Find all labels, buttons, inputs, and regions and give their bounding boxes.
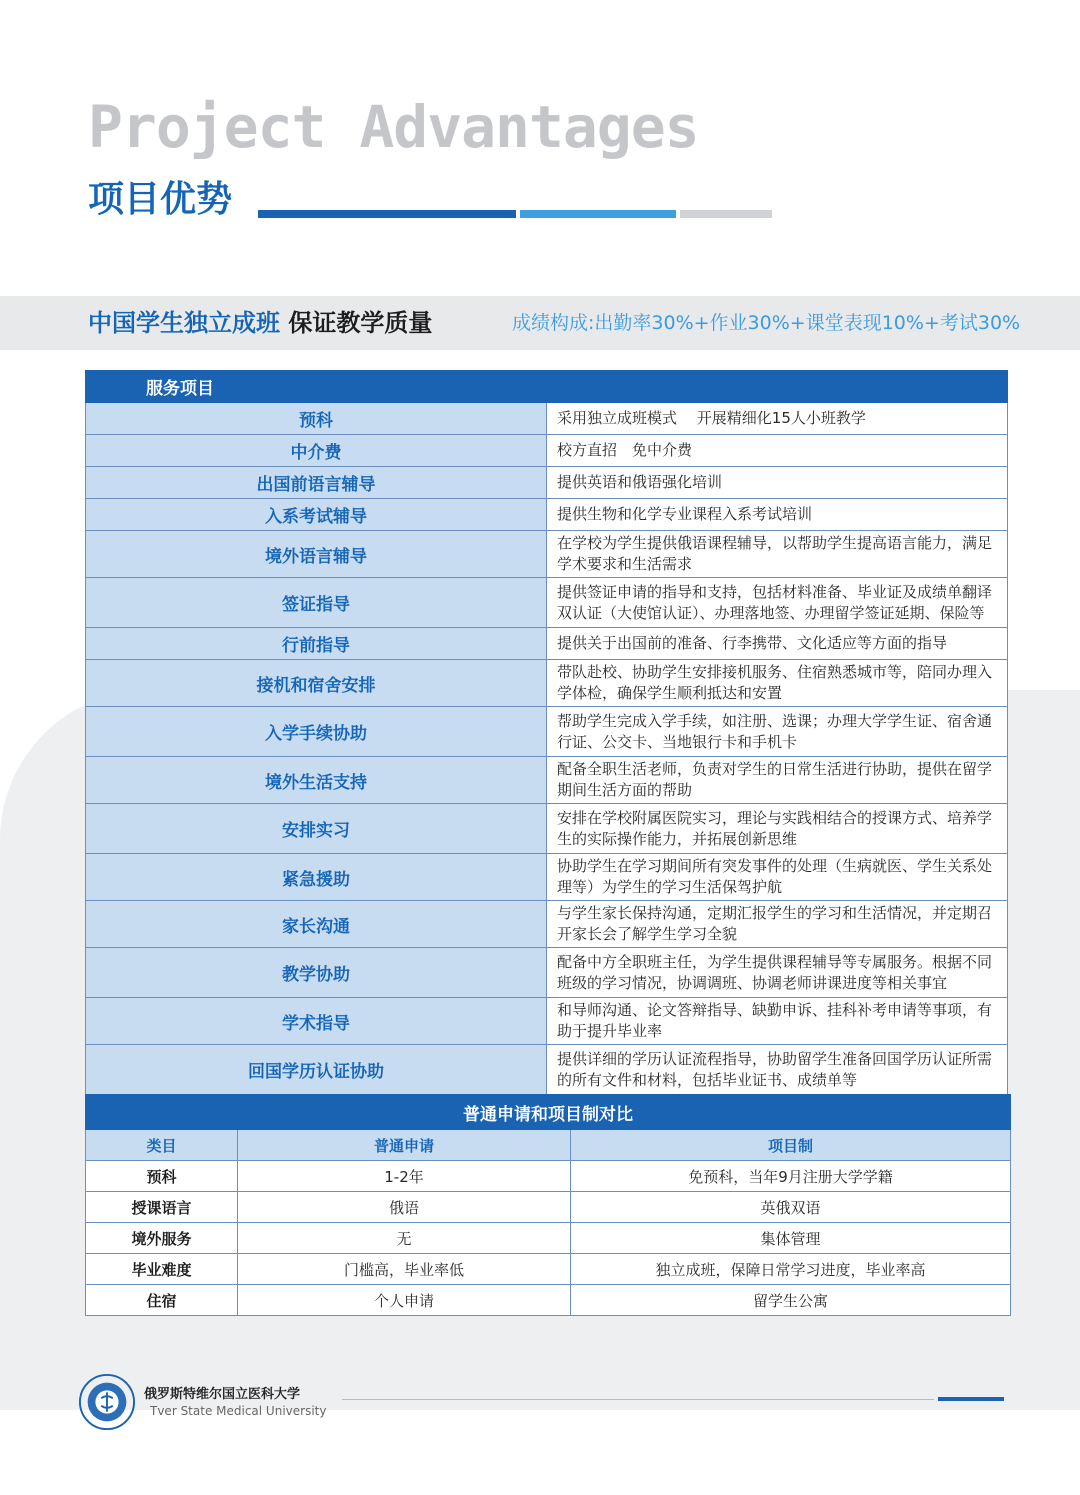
university-seal-icon [78, 1373, 136, 1431]
comparison-header-row [86, 1095, 1011, 1130]
service-row [86, 854, 1008, 901]
footer-accent-bar [938, 1397, 1004, 1401]
title-underline-gray [680, 210, 772, 218]
service-label: 教学协助 [86, 948, 547, 998]
service-description: 提供英语和俄语强化培训 [547, 467, 1008, 499]
comparison-category: 预科 [86, 1161, 238, 1192]
service-description: 校方直招 免中介费 [547, 435, 1008, 467]
service-label: 入学手续协助 [86, 707, 547, 757]
service-description: 协助学生在学习期间所有突发事件的处理（生病就医、学生关系处理等）为学生的学习生活保驾护航 [547, 854, 1008, 901]
title-underline-light [520, 210, 676, 218]
service-row [86, 628, 1008, 660]
comparison-row [86, 1254, 1011, 1285]
comparison-title: 普通申请和项目制对比 [86, 1095, 1011, 1130]
service-label: 签证指导 [86, 578, 547, 628]
footer-university-en: Tver State Medical University [150, 1404, 327, 1418]
section-band [0, 296, 1080, 350]
service-row [86, 660, 1008, 707]
comparison-row [86, 1285, 1011, 1316]
service-row [86, 948, 1008, 998]
comparison-category: 毕业难度 [86, 1254, 238, 1285]
service-label: 入系考试辅导 [86, 499, 547, 531]
service-description: 提供签证申请的指导和支持，包括材料准备、毕业证及成绩单翻译双认证（大使馆认证）、办理落地签、办理留学签证延期、保险等 [547, 578, 1008, 628]
title-underline-dark [258, 210, 516, 218]
service-row [86, 467, 1008, 499]
service-row [86, 531, 1008, 578]
service-row [86, 578, 1008, 628]
service-row [86, 1045, 1008, 1095]
comparison-row [86, 1161, 1011, 1192]
services-table [85, 370, 1008, 1145]
service-row [86, 403, 1008, 435]
comparison-program: 集体管理 [571, 1223, 1011, 1254]
service-label: 中介费 [86, 435, 547, 467]
service-label: 预科 [86, 403, 547, 435]
service-row [86, 707, 1008, 757]
service-label: 出国前语言辅导 [86, 467, 547, 499]
comparison-regular: 门槛高，毕业率低 [238, 1254, 571, 1285]
service-description: 和导师沟通、论文答辩指导、缺勤申诉、挂科补考申请等事项，有助于提升毕业率 [547, 998, 1008, 1045]
service-description: 带队赴校、协助学生安排接机服务、住宿熟悉城市等，陪同办理入学体检，确保学生顺利抵达和安置 [547, 660, 1008, 707]
comparison-regular: 俄语 [238, 1192, 571, 1223]
service-row [86, 435, 1008, 467]
comparison-row [86, 1192, 1011, 1223]
comparison-regular: 个人申请 [238, 1285, 571, 1316]
comparison-program: 独立成班，保障日常学习进度，毕业率高 [571, 1254, 1011, 1285]
column-header: 项目制 [571, 1130, 1011, 1161]
column-header: 类目 [86, 1130, 238, 1161]
footer-divider [342, 1399, 934, 1400]
section-title-rest: 保证教学质量 [288, 309, 433, 337]
comparison-category: 授课语言 [86, 1192, 238, 1223]
comparison-table [85, 1094, 1011, 1316]
service-description: 配备全职生活老师，负责对学生的日常生活进行协助，提供在留学期间生活方面的帮助 [547, 757, 1008, 804]
comparison-category: 境外服务 [86, 1223, 238, 1254]
service-label: 境外语言辅导 [86, 531, 547, 578]
service-description: 采用独立成班模式 开展精细化15人小班教学 [547, 403, 1008, 435]
service-row [86, 998, 1008, 1045]
service-description: 与学生家长保持沟通，定期汇报学生的学习和生活情况，并定期召开家长会了解学生学习全貌 [547, 901, 1008, 948]
service-label: 境外生活支持 [86, 757, 547, 804]
comparison-program: 英俄双语 [571, 1192, 1011, 1223]
service-description: 提供详细的学历认证流程指导，协助留学生准备回国学历认证所需的所有文件和材料，包括毕业证书、成绩单等 [547, 1045, 1008, 1095]
service-label: 接机和宿舍安排 [86, 660, 547, 707]
title-chinese: 项目优势 [88, 179, 233, 220]
service-description: 在学校为学生提供俄语课程辅导，以帮助学生提高语言能力，满足学术要求和生活需求 [547, 531, 1008, 578]
footer-university-cn: 俄罗斯特维尔国立医科大学 [144, 1387, 301, 1402]
section-title-highlight: 中国学生独立成班 [88, 309, 280, 337]
comparison-row [86, 1223, 1011, 1254]
service-label: 行前指导 [86, 628, 547, 660]
service-label: 家长沟通 [86, 901, 547, 948]
service-row [86, 901, 1008, 948]
comparison-regular: 1-2年 [238, 1161, 571, 1192]
service-description: 帮助学生完成入学手续，如注册、选课；办理大学学生证、宿舍通行证、公交卡、当地银行卡和手机卡 [547, 707, 1008, 757]
service-label: 紧急援助 [86, 854, 547, 901]
comparison-regular: 无 [238, 1223, 571, 1254]
service-row [86, 499, 1008, 531]
grading-composition: 成绩构成:出勤率30%+作业30%+课堂表现10%+考试30% [512, 312, 1021, 334]
comparison-program: 留学生公寓 [571, 1285, 1011, 1316]
services-header-row [86, 371, 1008, 403]
service-description: 提供生物和化学专业课程入系考试培训 [547, 499, 1008, 531]
service-description: 安排在学校附属医院实习，理论与实践相结合的授课方式、培养学生的实际操作能力，并拓展创新思维 [547, 804, 1008, 854]
section-title [88, 306, 432, 340]
comparison-program: 免预科，当年9月注册大学学籍 [571, 1161, 1011, 1192]
service-description: 配备中方全职班主任，为学生提供课程辅导等专属服务。根据不同班级的学习情况，协调调班、协调老师讲课进度等相关事宜 [547, 948, 1008, 998]
comparison-columns-row [86, 1130, 1011, 1161]
service-row [86, 757, 1008, 804]
title-english: Project Advantages [88, 93, 699, 161]
service-description: 提供关于出国前的准备、行李携带、文化适应等方面的指导 [547, 628, 1008, 660]
service-label: 学术指导 [86, 998, 547, 1045]
service-label: 回国学历认证协助 [86, 1045, 547, 1095]
services-header: 服务项目 [86, 371, 1008, 403]
column-header: 普通申请 [238, 1130, 571, 1161]
service-label: 安排实习 [86, 804, 547, 854]
comparison-category: 住宿 [86, 1285, 238, 1316]
service-row [86, 804, 1008, 854]
